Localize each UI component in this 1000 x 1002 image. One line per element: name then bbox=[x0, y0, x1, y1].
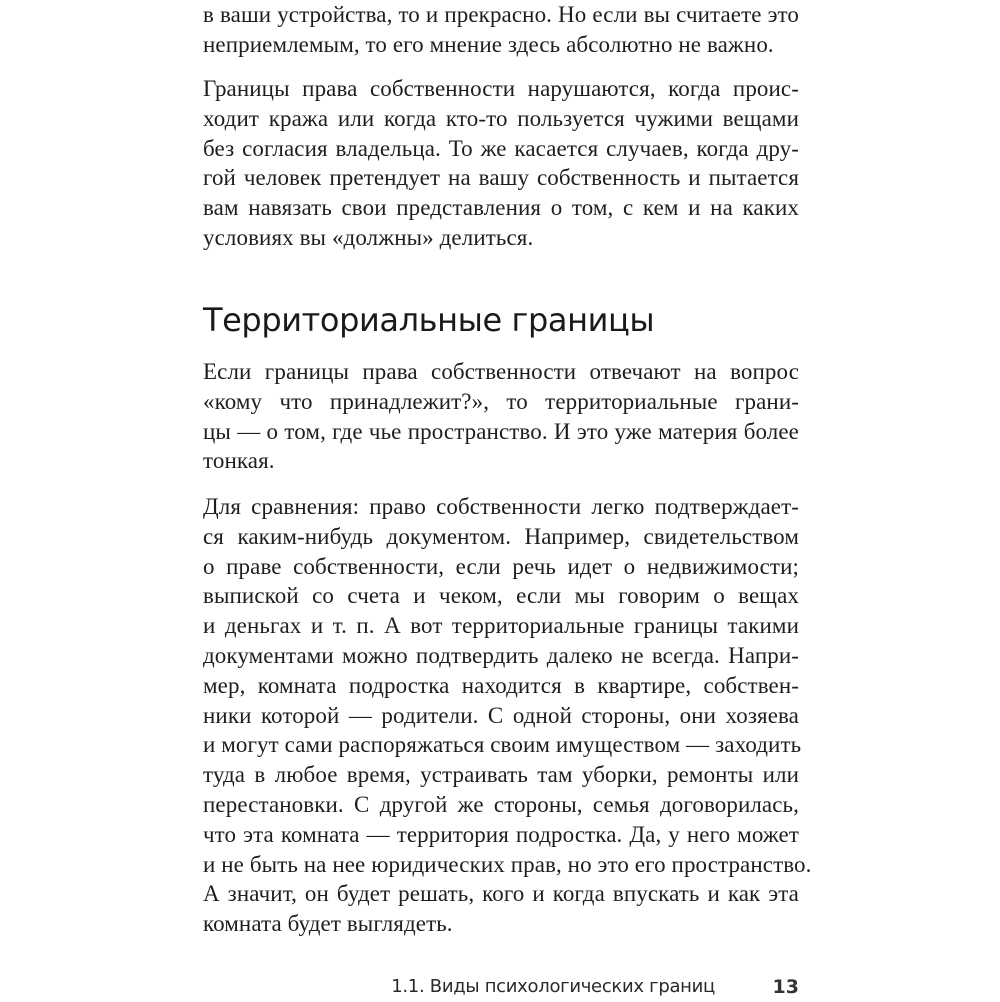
text-line: выпиской со счета и чеком, если мы говорим о вещах bbox=[203, 583, 799, 609]
text-line: ники которой — родители. С одной стороны, они хозяева bbox=[203, 702, 799, 728]
text-line: мер, комната подростка находится в квартире, собствен- bbox=[203, 672, 799, 698]
text-line: тонкая. bbox=[203, 448, 275, 474]
text-line: условиях вы «должны» делиться. bbox=[203, 224, 534, 250]
text-line: А значит, он будет решать, кого и когда впускать и как эта bbox=[203, 881, 799, 907]
text-line: перестановки. С другой же стороны, семья договорилась, bbox=[203, 791, 799, 817]
text-line: Границы права собственности нарушаются, когда проис- bbox=[203, 76, 799, 101]
paragraph bbox=[203, 0, 799, 60]
text-line: в ваши устройства, то и прекрасно. Но если вы считаете это bbox=[203, 2, 799, 27]
text-line: неприемлемым, то его мнение здесь абсолютно не важно. bbox=[203, 31, 774, 57]
paragraph bbox=[203, 74, 799, 253]
paragraph bbox=[203, 492, 812, 939]
text-line: документами можно подтвердить далеко не всегда. Напри- bbox=[203, 642, 799, 668]
text-line: и могут сами распоряжаться своим имуществом — заходить bbox=[203, 732, 802, 758]
text-line: что эта комната — территория подростка. Да, у него может bbox=[203, 821, 799, 847]
page-number: 13 bbox=[772, 976, 799, 998]
text-line: Для сравнения: право собственности легко подтверждает- bbox=[203, 494, 799, 519]
page-footer bbox=[203, 972, 799, 1002]
text-line: ся каким-нибудь документом. Например, свидетельством bbox=[203, 523, 799, 549]
text-line: комната будет выглядеть. bbox=[203, 911, 453, 937]
text-line: Если границы права собственности отвечают на вопрос bbox=[203, 359, 799, 384]
text-line: вам навязать свои представления о том, с кем и на каких bbox=[203, 195, 799, 221]
section-heading: Территориальные границы bbox=[203, 301, 655, 339]
text-line: о праве собственности, если речь идет о недвижимости; bbox=[203, 553, 799, 579]
text-line: и деньгах и т. п. А вот территориальные границы такими bbox=[203, 613, 799, 639]
paragraph bbox=[203, 357, 799, 476]
text-line: цы — о том, где чье пространство. И это уже материя более bbox=[203, 418, 799, 444]
text-line: ходит кража или когда кто-то пользуется чужими вещами bbox=[203, 105, 799, 131]
text-line: «кому что принадлежит?», то территориальные грани- bbox=[203, 388, 799, 414]
running-head: 1.1. Виды психологических границ bbox=[391, 976, 715, 997]
text-line: и не быть на нее юридических прав, но это его пространство. bbox=[203, 851, 812, 877]
text-line: гой человек претендует на вашу собственность и пытается bbox=[203, 165, 799, 191]
text-line: туда в любое время, устраивать там уборки, ремонты или bbox=[203, 762, 799, 788]
text-line: без согласия владельца. То же касается случаев, когда дру- bbox=[203, 135, 799, 161]
